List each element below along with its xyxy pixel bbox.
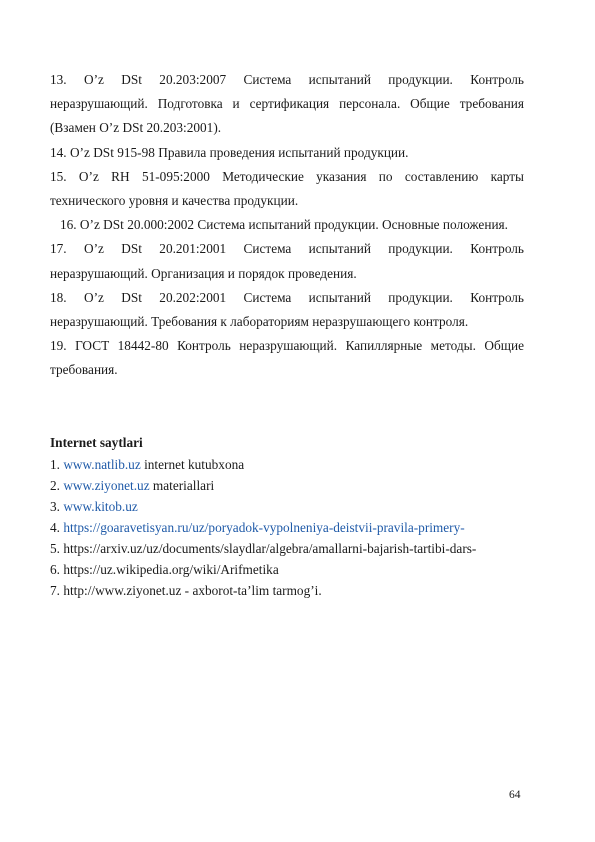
section-gap: [50, 383, 524, 432]
reference-13: 13. O’z DSt 20.203:2007 Система испытаний продукции. Контроль неразрушающий. Подготовка и сертификация персонала. Общие требования (Взамен O’z DSt 20.203:2001).: [50, 72, 524, 136]
page-number: 64: [509, 789, 521, 801]
site-item-2: [50, 475, 524, 496]
reference-15: 15. O’z RH 51-095:2000 Методические указания по составлению карты технического уровня и качества продукции.: [50, 168, 524, 209]
site-item-7: [50, 580, 524, 601]
reference-18: 18. O’z DSt 20.202:2001 Система испытаний продукции. Контроль неразрушающий. Требования к лабораториям неразрушающего контроля.: [50, 289, 524, 330]
site-number: 1.: [50, 456, 60, 472]
site-item-5: [50, 538, 524, 559]
site-item-3: [50, 496, 524, 517]
site-number: 5.: [50, 540, 60, 556]
site-item-6: [50, 559, 524, 580]
site-link-natlib[interactable]: www.natlib.uz: [63, 456, 141, 472]
site-item-1: [50, 454, 524, 475]
site-url-text: http://www.ziyonet.uz - axborot-ta’lim tarmog’i.: [63, 582, 322, 598]
site-number: 7.: [50, 582, 60, 598]
reference-14: 14. O’z DSt 915-98 Правила проведения испытаний продукции.: [50, 144, 409, 160]
site-url-text: https://arxiv.uz/uz/documents/slaydlar/algebra/amallarni-bajarish-tartibi-dars-: [63, 540, 477, 556]
reference-19: 19. ГОСТ 18442-80 Контроль неразрушающий. Капиллярные методы. Общие требования.: [50, 338, 524, 378]
site-item-4: [50, 517, 524, 538]
site-url-text: https://uz.wikipedia.org/wiki/Arifmetika: [63, 561, 279, 577]
internet-sites-heading: Internet saytlari: [50, 434, 143, 450]
site-link-ziyonet[interactable]: www.ziyonet.uz: [63, 477, 150, 493]
site-description: internet kutubxona: [140, 456, 245, 472]
site-number: 3.: [50, 498, 60, 514]
site-description: materiallari: [149, 477, 215, 493]
site-link-kitob[interactable]: www.kitob.uz: [63, 498, 138, 514]
site-number: 6.: [50, 561, 60, 577]
site-number: 4.: [50, 519, 60, 535]
site-number: 2.: [50, 477, 60, 493]
site-link-goaravetisyan[interactable]: https://goaravetisyan.ru/uz/poryadok-vypolneniya-deistvii-pravila-primery-: [63, 519, 465, 535]
reference-16: 16. O’z DSt 20.000:2002 Система испытаний продукции. Основные положения.: [50, 217, 508, 233]
document-page: [50, 68, 524, 601]
reference-17: 17. O’z DSt 20.201:2001 Система испытаний продукции. Контроль неразрушающий. Организация и порядок проведения.: [50, 241, 524, 281]
